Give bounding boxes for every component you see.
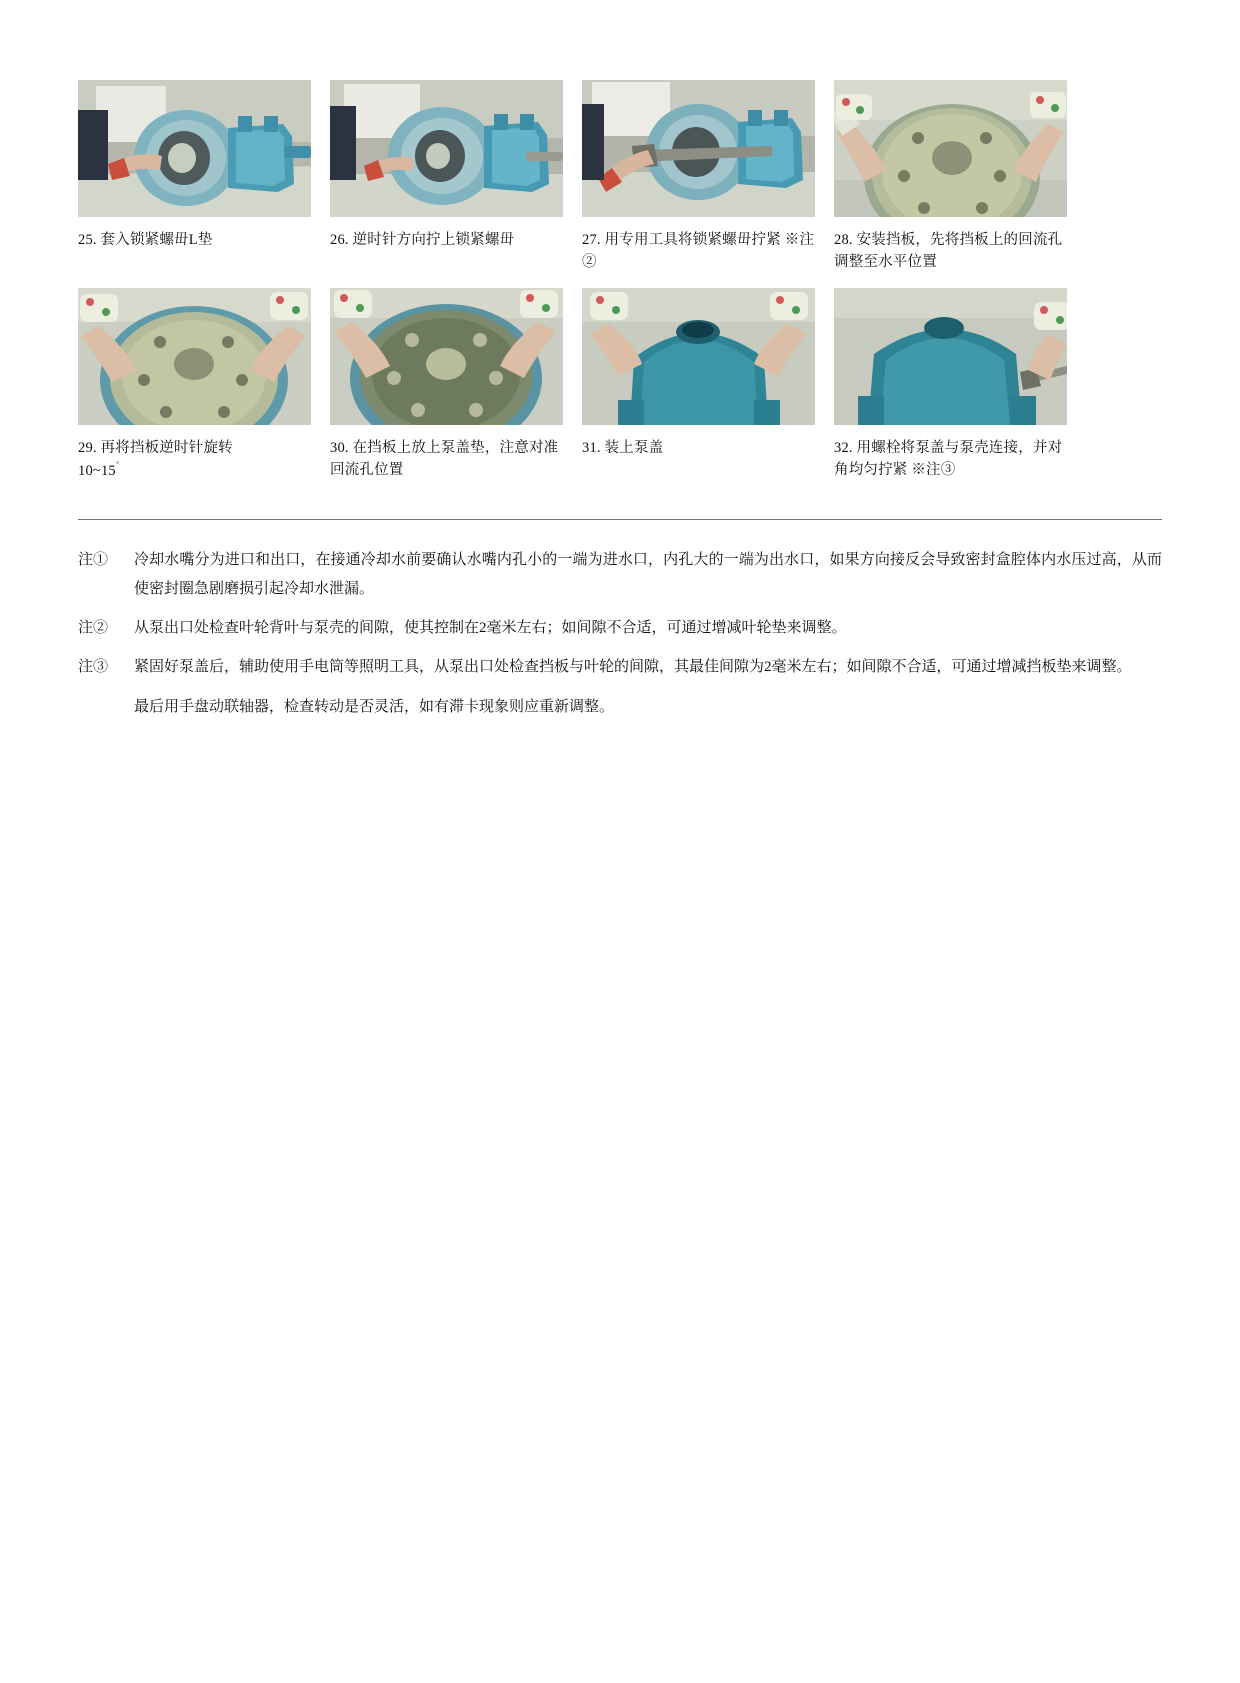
step-caption-31: 31. 装上泵盖 xyxy=(582,439,664,456)
step-photo-25 xyxy=(78,80,311,217)
step-item-30 xyxy=(330,288,563,483)
note-text-2: 从泵出口处检查叶轮背叶与泵壳的间隙，使其控制在2毫米左右；如间隙不合适，可通过增减叶轮垫来调整。 xyxy=(134,620,847,637)
step-caption-29-main: 29. 再将挡板逆时针旋转 xyxy=(78,439,233,456)
step-caption-25: 25. 套入锁紧螺毌L垫 xyxy=(78,232,213,248)
step-item-28 xyxy=(834,80,1067,274)
step-caption-30: 30. 在挡板上放上泵盖垫，注意对准回流孔位置 xyxy=(330,439,559,479)
note-item-1 xyxy=(78,546,1162,605)
step-photo-32 xyxy=(834,288,1067,425)
note-item-3 xyxy=(78,653,1162,682)
note-label-1: 注① xyxy=(78,551,109,568)
step-item-27 xyxy=(582,80,815,274)
step-photo-31 xyxy=(582,288,815,425)
step-photo-27 xyxy=(582,80,815,217)
step-item-32 xyxy=(834,288,1067,483)
step-item-26 xyxy=(330,80,563,274)
step-item-29 xyxy=(78,288,311,483)
step-photo-28 xyxy=(834,80,1067,217)
note-text-3: 紧固好泵盖后，辅助使用手电筒等照明工具，从泵出口处检查挡板与叶轮的间隙，其最佳间隙为2毫米左右；如间隙不合适，可通过增减挡板垫来调整。 xyxy=(134,659,1132,676)
step-caption-27: 27. 用专用工具将锁紧螺毌拧紧 ※注② xyxy=(582,232,815,271)
step-item-25 xyxy=(78,80,311,274)
closing-note: 最后用手盘动联轴器，检查转动是否灵活，如有滞卡现象则应重新调整。 xyxy=(134,698,615,715)
notes-section xyxy=(78,546,1162,722)
degree-symbol: ˚ xyxy=(115,461,120,473)
step-photo-26 xyxy=(330,80,563,217)
note-label-2: 注② xyxy=(78,620,109,637)
step-item-31 xyxy=(582,288,815,483)
step-photo-30 xyxy=(330,288,563,425)
step-photo-29 xyxy=(78,288,311,425)
step-caption-29-angle: 10~15 xyxy=(78,463,116,480)
step-photo-grid xyxy=(78,80,1162,497)
note-text-1: 冷却水嘴分为进口和出口，在接通冷却水前要确认水嘴内孔小的一端为进水口，内孔大的一端为出水口，如果方向接反会导致密封盒腔体内水压过高，从而使密封圈急剧磨损引起冷却水泄漏。 xyxy=(134,551,1162,597)
note-item-2 xyxy=(78,614,1162,643)
section-divider xyxy=(78,519,1162,520)
step-caption-26: 26. 逆时针方向拧上锁紧螺毌 xyxy=(330,232,515,248)
note-label-3: 注③ xyxy=(78,659,109,676)
step-caption-29 xyxy=(78,437,311,483)
step-caption-32: 32. 用螺栓将泵盖与泵壳连接，并对角均匀拧紧 ※注③ xyxy=(834,439,1063,479)
step-caption-28: 28. 安装挡板，先将挡板上的回流孔调整至水平位置 xyxy=(834,232,1063,271)
